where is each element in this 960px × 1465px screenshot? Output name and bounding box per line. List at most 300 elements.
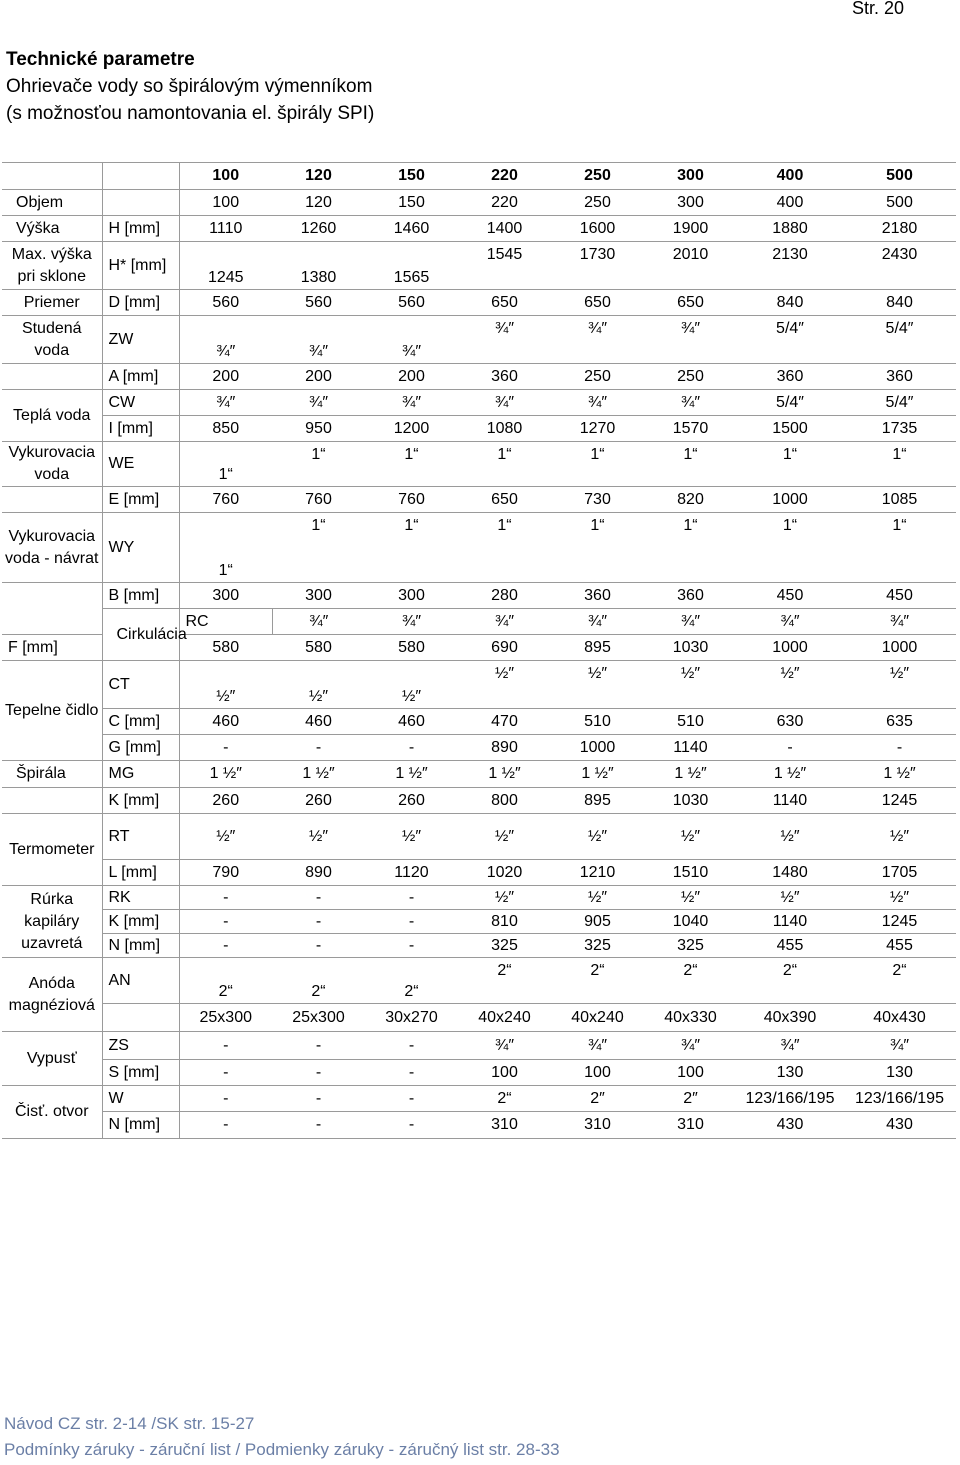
page-subtitle-line-2: (s možnosťou namontovania el. špirály SPI): [6, 103, 375, 124]
value-cell: 790: [179, 860, 272, 886]
value-cell: 5/4″: [737, 316, 843, 364]
value-cell: -: [179, 886, 272, 910]
value-cell: 2130: [737, 242, 843, 290]
value-cell: 2“: [843, 958, 956, 1004]
value-cell: ¾″: [458, 316, 551, 364]
value-cell: 2“: [458, 958, 551, 1004]
value-cell: 1245: [843, 788, 956, 814]
value-cell: 1200: [365, 416, 458, 442]
header-cell: 100: [179, 163, 272, 190]
value-cell: 455: [843, 934, 956, 958]
value-cell: 300: [272, 583, 365, 609]
value-cell: ¾″: [272, 609, 365, 635]
value-cell: 1“: [365, 442, 458, 487]
value-cell: 25x300: [179, 1004, 272, 1032]
value-cell: ¾″: [551, 609, 644, 635]
value-cell: -: [272, 1060, 365, 1086]
value-cell: 905: [551, 910, 644, 934]
value-cell: 250: [644, 364, 737, 390]
table-row: [2, 788, 956, 814]
value-cell: -: [179, 1060, 272, 1086]
value-cell: -: [365, 1112, 458, 1139]
value-cell: ¾″: [644, 316, 737, 364]
value-cell: 1245: [843, 910, 956, 934]
value-cell: 2“: [365, 958, 458, 1004]
value-cell: 260: [365, 788, 458, 814]
spec-table: [2, 162, 956, 1139]
value-cell: 650: [458, 290, 551, 316]
value-cell: -: [272, 1032, 365, 1060]
value-cell: 2“: [458, 1086, 551, 1112]
value-cell: ¾″: [551, 390, 644, 416]
value-cell: 1“: [179, 513, 272, 583]
row-sublabel: RK: [102, 886, 179, 910]
value-cell: 280: [458, 583, 551, 609]
value-cell: -: [179, 934, 272, 958]
value-cell: 470: [458, 709, 551, 735]
value-cell: 1900: [644, 216, 737, 242]
value-cell: 430: [737, 1112, 843, 1139]
value-cell: 1085: [843, 487, 956, 513]
value-cell: 1 ½″: [644, 761, 737, 788]
value-cell: 1730: [551, 242, 644, 290]
row-label: Teplá voda: [2, 390, 102, 442]
value-cell: 1080: [458, 416, 551, 442]
value-cell: 1480: [737, 860, 843, 886]
table-row: [2, 442, 956, 487]
header-cell: 500: [843, 163, 956, 190]
table-row: [2, 487, 956, 513]
value-cell: 460: [272, 709, 365, 735]
table-row: [2, 242, 956, 290]
value-cell: 650: [644, 290, 737, 316]
value-cell: ¾″: [272, 316, 365, 364]
value-cell: ½″: [458, 661, 551, 709]
value-cell: ¾″: [365, 390, 458, 416]
value-cell: -: [365, 934, 458, 958]
value-cell: 200: [272, 364, 365, 390]
row-sublabel: C [mm]: [102, 709, 179, 735]
value-cell: 25x300: [272, 1004, 365, 1032]
value-cell: 5/4″: [737, 390, 843, 416]
value-cell: 1“: [843, 442, 956, 487]
value-cell: 450: [843, 583, 956, 609]
table-row: [2, 513, 956, 583]
value-cell: ½″: [843, 661, 956, 709]
value-cell: 310: [458, 1112, 551, 1139]
value-cell: 1510: [644, 860, 737, 886]
value-cell: -: [365, 1060, 458, 1086]
row-sublabel: A [mm]: [102, 364, 179, 390]
value-cell: 2“: [551, 958, 644, 1004]
value-cell: 560: [272, 290, 365, 316]
value-cell: 130: [843, 1060, 956, 1086]
value-cell: 560: [365, 290, 458, 316]
value-cell: 150: [365, 190, 458, 216]
row-sublabel: D [mm]: [102, 290, 179, 316]
table-row: [2, 1086, 956, 1112]
table-row: [2, 814, 956, 860]
value-cell: 630: [737, 709, 843, 735]
row-sublabel: [102, 1004, 179, 1032]
row-label: Tepelne čidlo: [2, 661, 102, 761]
value-cell: ½″: [458, 886, 551, 910]
row-label: [2, 364, 102, 390]
row-sublabel: ZW: [102, 316, 179, 364]
value-cell: -: [272, 735, 365, 761]
value-cell: 1“: [458, 513, 551, 583]
value-cell: 360: [644, 583, 737, 609]
value-cell: 760: [365, 487, 458, 513]
value-cell: ¾″: [551, 316, 644, 364]
table-row: [2, 1032, 956, 1060]
header-cell: 120: [272, 163, 365, 190]
row-label: Vykurovacia voda - návrat: [2, 513, 102, 583]
value-cell: -: [179, 1032, 272, 1060]
table-row: [2, 190, 956, 216]
row-label: Vypusť: [2, 1032, 102, 1086]
value-cell: 950: [272, 416, 365, 442]
value-cell: ½″: [843, 886, 956, 910]
value-cell: 30x270: [365, 1004, 458, 1032]
row-sublabel: L [mm]: [102, 860, 179, 886]
value-cell: 1400: [458, 216, 551, 242]
value-cell: ½″: [179, 814, 272, 860]
value-cell: -: [365, 910, 458, 934]
value-cell: 100: [644, 1060, 737, 1086]
value-cell: 400: [737, 190, 843, 216]
value-cell: 840: [737, 290, 843, 316]
row-sublabel: K [mm]: [102, 910, 179, 934]
value-cell: 1“: [458, 442, 551, 487]
value-cell: ½″: [365, 814, 458, 860]
value-cell: 360: [551, 583, 644, 609]
value-cell: 890: [458, 735, 551, 761]
value-cell: 560: [179, 290, 272, 316]
value-cell: 460: [179, 709, 272, 735]
value-cell: 890: [272, 860, 365, 886]
value-cell: 1000: [843, 635, 956, 661]
value-cell: 123/166/195: [737, 1086, 843, 1112]
value-cell: 760: [179, 487, 272, 513]
table-row: [2, 290, 956, 316]
value-cell: 1 ½″: [272, 761, 365, 788]
header-cell: 150: [365, 163, 458, 190]
value-cell: 123/166/195: [843, 1086, 956, 1112]
page-number: Str. 20: [851, 0, 904, 18]
value-cell: 200: [179, 364, 272, 390]
value-cell: ¾″: [272, 390, 365, 416]
table-row: [2, 1060, 956, 1086]
row-sublabel: CW: [102, 390, 179, 416]
table-row: [2, 390, 956, 416]
value-cell: 510: [551, 709, 644, 735]
value-cell: 260: [179, 788, 272, 814]
value-cell: 760: [272, 487, 365, 513]
value-cell: -: [179, 1112, 272, 1139]
value-cell: 580: [272, 635, 365, 661]
value-cell: ½″: [272, 814, 365, 860]
value-cell: 895: [551, 788, 644, 814]
value-cell: 1000: [551, 735, 644, 761]
value-cell: -: [737, 735, 843, 761]
table-row: [2, 316, 956, 364]
value-cell: 650: [458, 487, 551, 513]
row-sublabel: I [mm]: [102, 416, 179, 442]
row-sublabel: AN: [102, 958, 179, 1004]
footer-line-1: Návod CZ str. 2-14 /SK str. 15-27: [4, 1414, 255, 1433]
table-row: [2, 364, 956, 390]
value-cell: 360: [737, 364, 843, 390]
value-cell: 1260: [272, 216, 365, 242]
value-cell: ½″: [179, 661, 272, 709]
value-cell: 1565: [365, 242, 458, 290]
row-label: Cirkulácia: [102, 609, 179, 661]
value-cell: 300: [644, 190, 737, 216]
table-row: [2, 886, 956, 910]
value-cell: 460: [365, 709, 458, 735]
header-cell: 300: [644, 163, 737, 190]
value-cell: ¾″: [551, 1032, 644, 1060]
value-cell: 1“: [644, 442, 737, 487]
value-cell: -: [272, 910, 365, 934]
value-cell: ¾″: [737, 1032, 843, 1060]
table-row: [2, 416, 956, 442]
value-cell: 810: [458, 910, 551, 934]
value-cell: 1“: [179, 442, 272, 487]
row-sublabel: WY: [102, 513, 179, 583]
table-row: [2, 216, 956, 242]
header-blank: [2, 163, 102, 190]
value-cell: 1“: [272, 442, 365, 487]
value-cell: 650: [551, 290, 644, 316]
value-cell: ¾″: [644, 1032, 737, 1060]
value-cell: 450: [737, 583, 843, 609]
value-cell: 1705: [843, 860, 956, 886]
table-row: [2, 860, 956, 886]
value-cell: ¾″: [843, 609, 956, 635]
value-cell: 300: [179, 583, 272, 609]
value-cell: 2010: [644, 242, 737, 290]
table-row: [2, 661, 956, 709]
value-cell: 850: [179, 416, 272, 442]
table-row: [2, 583, 956, 609]
row-label: Max. výška pri sklone: [2, 242, 102, 290]
value-cell: 1600: [551, 216, 644, 242]
row-sublabel: WE: [102, 442, 179, 487]
table-row: [2, 934, 956, 958]
value-cell: 510: [644, 709, 737, 735]
value-cell: 250: [551, 364, 644, 390]
value-cell: 1110: [179, 216, 272, 242]
row-label: Vykurovacia voda: [2, 442, 102, 487]
row-label: Studená voda: [2, 316, 102, 364]
value-cell: 1“: [551, 513, 644, 583]
value-cell: ½″: [843, 814, 956, 860]
value-cell: 1“: [365, 513, 458, 583]
value-cell: ¾″: [737, 609, 843, 635]
row-sublabel: H* [mm]: [102, 242, 179, 290]
value-cell: 580: [179, 635, 272, 661]
row-label: Rúrka kapiláry uzavretá: [2, 886, 102, 958]
value-cell: ½″: [365, 661, 458, 709]
page-subtitle-line-1: Ohrievače vody so špirálovým výmenníkom: [6, 76, 373, 97]
value-cell: 895: [551, 635, 644, 661]
row-label: [2, 583, 102, 635]
value-cell: -: [272, 1086, 365, 1112]
value-cell: -: [272, 934, 365, 958]
row-label: Čisť. otvor: [2, 1086, 102, 1139]
value-cell: 120: [272, 190, 365, 216]
value-cell: 580: [365, 635, 458, 661]
value-cell: 1“: [737, 513, 843, 583]
value-cell: 100: [179, 190, 272, 216]
table-row: [2, 709, 956, 735]
table-row: [2, 735, 956, 761]
value-cell: 325: [458, 934, 551, 958]
value-cell: 325: [551, 934, 644, 958]
value-cell: 360: [843, 364, 956, 390]
header-blank: [102, 163, 179, 190]
value-cell: 360: [458, 364, 551, 390]
row-sublabel: W: [102, 1086, 179, 1112]
row-sublabel: N [mm]: [102, 1112, 179, 1139]
row-sublabel: B [mm]: [102, 583, 179, 609]
value-cell: 1“: [737, 442, 843, 487]
value-cell: ¾″: [365, 609, 458, 635]
value-cell: ¾″: [458, 1032, 551, 1060]
value-cell: 2“: [737, 958, 843, 1004]
value-cell: 2“: [644, 958, 737, 1004]
value-cell: 730: [551, 487, 644, 513]
value-cell: 1000: [737, 635, 843, 661]
value-cell: 430: [843, 1112, 956, 1139]
table-row: [2, 1112, 956, 1139]
value-cell: 40x390: [737, 1004, 843, 1032]
value-cell: 260: [272, 788, 365, 814]
value-cell: 250: [551, 190, 644, 216]
value-cell: 2“: [179, 958, 272, 1004]
header-cell: 400: [737, 163, 843, 190]
value-cell: 1460: [365, 216, 458, 242]
value-cell: 40x240: [551, 1004, 644, 1032]
value-cell: 1040: [644, 910, 737, 934]
value-cell: 1000: [737, 487, 843, 513]
table-row: [2, 761, 956, 788]
value-cell: ¾″: [843, 1032, 956, 1060]
value-cell: 1270: [551, 416, 644, 442]
row-sublabel: H [mm]: [102, 216, 179, 242]
row-label: Priemer: [2, 290, 102, 316]
value-cell: -: [365, 1032, 458, 1060]
value-cell: 800: [458, 788, 551, 814]
value-cell: -: [365, 1086, 458, 1112]
value-cell: ½″: [737, 886, 843, 910]
value-cell: 100: [458, 1060, 551, 1086]
value-cell: 1030: [644, 788, 737, 814]
value-cell: -: [179, 735, 272, 761]
table-row: [2, 1004, 956, 1032]
value-cell: 455: [737, 934, 843, 958]
value-cell: 820: [644, 487, 737, 513]
value-cell: 1 ½″: [365, 761, 458, 788]
value-cell: 1“: [644, 513, 737, 583]
value-cell: 40x240: [458, 1004, 551, 1032]
value-cell: ½″: [551, 814, 644, 860]
value-cell: 40x330: [644, 1004, 737, 1032]
value-cell: 1 ½″: [843, 761, 956, 788]
row-label: Objem: [2, 190, 102, 216]
value-cell: ½″: [737, 661, 843, 709]
value-cell: 1“: [551, 442, 644, 487]
value-cell: 2″: [644, 1086, 737, 1112]
value-cell: 1140: [737, 788, 843, 814]
value-cell: 1880: [737, 216, 843, 242]
value-cell: 1020: [458, 860, 551, 886]
value-cell: 325: [644, 934, 737, 958]
value-cell: 635: [843, 709, 956, 735]
value-cell: 5/4″: [843, 390, 956, 416]
row-label: [2, 788, 102, 814]
value-cell: 1570: [644, 416, 737, 442]
value-cell: 1120: [365, 860, 458, 886]
value-cell: -: [365, 735, 458, 761]
table-row: [2, 609, 956, 635]
value-cell: ½″: [551, 661, 644, 709]
value-cell: 200: [365, 364, 458, 390]
footer-line-2: Podmínky záruky - záruční list / Podmienky záruky - záručný list str. 28-33: [4, 1440, 560, 1459]
value-cell: ¾″: [179, 316, 272, 364]
row-sublabel: RC: [179, 609, 272, 635]
value-cell: -: [272, 1112, 365, 1139]
value-cell: ½″: [737, 814, 843, 860]
value-cell: 690: [458, 635, 551, 661]
value-cell: 1 ½″: [179, 761, 272, 788]
value-cell: ¾″: [365, 316, 458, 364]
row-label: Termometer: [2, 814, 102, 886]
value-cell: ½″: [458, 814, 551, 860]
value-cell: ¾″: [458, 390, 551, 416]
row-sublabel: MG: [102, 761, 179, 788]
value-cell: 1 ½″: [551, 761, 644, 788]
page-title: Technické parametre: [6, 49, 195, 70]
value-cell: 310: [644, 1112, 737, 1139]
value-cell: -: [179, 1086, 272, 1112]
value-cell: 40x430: [843, 1004, 956, 1032]
table-row: [2, 910, 956, 934]
value-cell: 1 ½″: [458, 761, 551, 788]
value-cell: 1 ½″: [737, 761, 843, 788]
value-cell: -: [365, 886, 458, 910]
value-cell: 1140: [644, 735, 737, 761]
row-sublabel: [102, 190, 179, 216]
value-cell: ½″: [644, 814, 737, 860]
value-cell: ¾″: [179, 390, 272, 416]
row-sublabel: RT: [102, 814, 179, 860]
value-cell: -: [843, 735, 956, 761]
row-sublabel: S [mm]: [102, 1060, 179, 1086]
value-cell: ½″: [644, 886, 737, 910]
value-cell: 1140: [737, 910, 843, 934]
row-sublabel: G [mm]: [102, 735, 179, 761]
row-sublabel: ZS: [102, 1032, 179, 1060]
value-cell: 1“: [272, 513, 365, 583]
value-cell: 1245: [179, 242, 272, 290]
value-cell: 2″: [551, 1086, 644, 1112]
value-cell: -: [179, 910, 272, 934]
value-cell: 130: [737, 1060, 843, 1086]
header-cell: 220: [458, 163, 551, 190]
